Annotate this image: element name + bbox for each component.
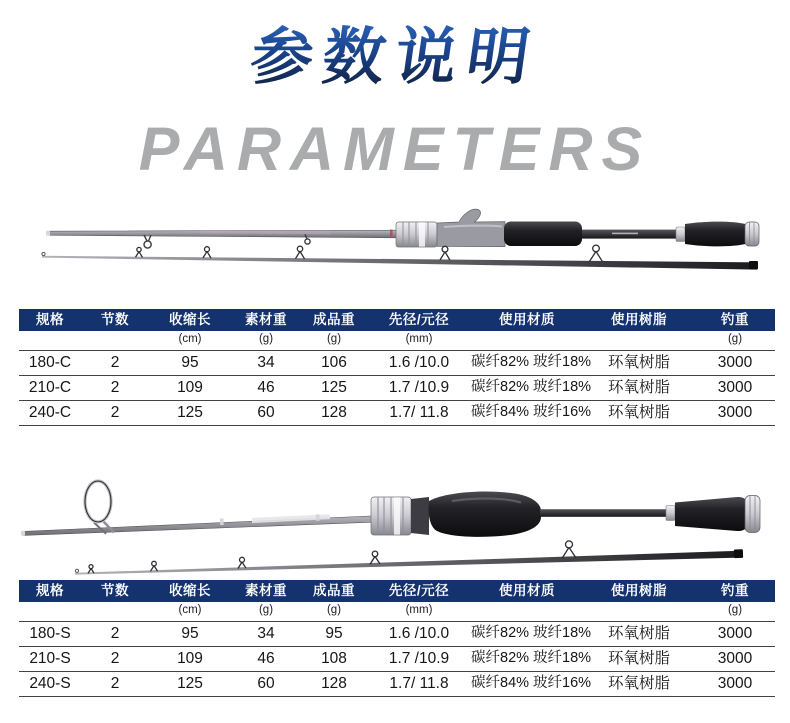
- table-cell: 1.6 /10.0: [388, 354, 450, 371]
- table-cell: 3000: [717, 354, 753, 371]
- column-header: 先径/元径: [388, 583, 450, 598]
- table-cell: 2: [110, 354, 120, 371]
- column-header: 成品重: [313, 312, 355, 327]
- spinning-specs-table: [19, 580, 775, 697]
- column-header: 使用树脂: [611, 583, 667, 598]
- column-unit: (g): [326, 604, 342, 616]
- table-cell: 125: [177, 404, 203, 421]
- table-cell: 95: [181, 354, 199, 371]
- table-cell: 1.7/ 11.8: [389, 675, 449, 692]
- column-unit: [19, 602, 81, 621]
- table-cell: 1.7/ 11.8: [389, 404, 449, 421]
- column-unit: (g): [258, 604, 274, 616]
- table-cell: 3000: [717, 625, 753, 642]
- table-row: [19, 671, 775, 697]
- table-header-row: [19, 309, 775, 331]
- table-cell: 1.7 /10.9: [388, 379, 450, 396]
- column-unit: [471, 602, 583, 621]
- column-header: 成品重: [313, 583, 355, 598]
- table-cell: 碳纤82% 玻纤18%: [471, 379, 592, 395]
- table-cell: 环氧树脂: [607, 354, 670, 371]
- page-subtitle: PARAMETERS: [138, 115, 652, 183]
- table-cell: 95: [325, 625, 343, 642]
- column-header: 收缩长: [169, 583, 211, 598]
- column-unit: (g): [727, 333, 743, 345]
- table-cell: 180-C: [28, 354, 72, 371]
- page-title: 参数说明: [0, 14, 790, 102]
- table-cell: 125: [177, 675, 203, 692]
- spinning-rod-image: [0, 445, 790, 580]
- table-cell: 碳纤84% 玻纤16%: [471, 404, 592, 420]
- column-header: 先径/元径: [388, 312, 450, 327]
- table-cell: 210-S: [29, 650, 71, 667]
- table-cell: 环氧树脂: [607, 379, 670, 396]
- table-cell: 180-S: [29, 625, 71, 642]
- column-unit: [19, 331, 81, 350]
- column-unit: [471, 331, 583, 350]
- column-unit: [81, 602, 149, 621]
- column-unit: (cm): [178, 604, 202, 616]
- column-unit: (mm): [405, 604, 433, 616]
- table-row: [19, 646, 775, 671]
- column-header: 收缩长: [169, 312, 211, 327]
- column-header: 节数: [101, 583, 129, 598]
- column-header: 素材重: [245, 312, 287, 327]
- table-cell: 210-C: [28, 379, 72, 396]
- column-header: 节数: [101, 312, 129, 327]
- table-cell: 109: [177, 379, 203, 396]
- table-cell: 34: [257, 354, 275, 371]
- table-cell: 碳纤82% 玻纤18%: [471, 650, 592, 666]
- column-unit: (g): [258, 333, 274, 345]
- table-cell: 34: [257, 625, 275, 642]
- column-unit: (g): [727, 604, 743, 616]
- column-header: 使用材质: [499, 312, 555, 327]
- table-cell: 环氧树脂: [607, 404, 670, 421]
- column-unit: [81, 331, 149, 350]
- table-cell: 240-S: [29, 675, 71, 692]
- column-unit: [583, 602, 695, 621]
- table-cell: 2: [110, 675, 120, 692]
- table-cell: 60: [257, 404, 275, 421]
- column-header: 钓重: [721, 312, 749, 327]
- column-unit: (cm): [178, 333, 202, 345]
- table-cell: 240-C: [28, 404, 72, 421]
- table-cell: 3000: [717, 404, 753, 421]
- table-row: [19, 400, 775, 426]
- table-row: [19, 375, 775, 400]
- column-header: 钓重: [721, 583, 749, 598]
- table-cell: 3000: [717, 379, 753, 396]
- table-cell: 125: [321, 379, 347, 396]
- table-cell: 碳纤84% 玻纤16%: [471, 675, 592, 691]
- table-cell: 2: [110, 625, 120, 642]
- column-header: 使用树脂: [611, 312, 667, 327]
- table-cell: 109: [177, 650, 203, 667]
- table-cell: 2: [110, 379, 120, 396]
- column-unit: (g): [326, 333, 342, 345]
- table-cell: 108: [321, 650, 347, 667]
- column-unit: [583, 331, 695, 350]
- table-cell: 46: [257, 379, 275, 396]
- casting-specs-table: [19, 309, 775, 426]
- table-cell: 1.6 /10.0: [388, 625, 450, 642]
- column-header: 规格: [36, 583, 64, 598]
- table-cell: 碳纤82% 玻纤18%: [471, 625, 592, 641]
- table-cell: 1.7 /10.9: [388, 650, 450, 667]
- table-row: [19, 350, 775, 375]
- table-cell: 46: [257, 650, 275, 667]
- rod-guide-icon: [88, 541, 576, 574]
- table-cell: 2: [110, 650, 120, 667]
- table-cell: 128: [321, 675, 347, 692]
- table-cell: 3000: [717, 675, 753, 692]
- table-units-row: [19, 331, 775, 350]
- table-cell: 环氧树脂: [607, 650, 670, 667]
- table-cell: 2: [110, 404, 120, 421]
- column-header: 规格: [36, 312, 64, 327]
- column-header: 使用材质: [499, 583, 555, 598]
- table-row: [19, 621, 775, 646]
- table-header-row: [19, 580, 775, 602]
- table-cell: 95: [181, 625, 199, 642]
- table-cell: 3000: [717, 650, 753, 667]
- table-cell: 碳纤82% 玻纤18%: [471, 354, 592, 370]
- table-cell: 60: [257, 675, 275, 692]
- table-cell: 环氧树脂: [607, 675, 670, 692]
- spinning-guide-icon: [85, 481, 114, 534]
- casting-rod-image: [0, 196, 790, 310]
- column-unit: (mm): [405, 333, 433, 345]
- table-cell: 128: [321, 404, 347, 421]
- table-cell: 106: [321, 354, 347, 371]
- table-cell: 环氧树脂: [607, 625, 670, 642]
- column-header: 素材重: [245, 583, 287, 598]
- table-units-row: [19, 602, 775, 621]
